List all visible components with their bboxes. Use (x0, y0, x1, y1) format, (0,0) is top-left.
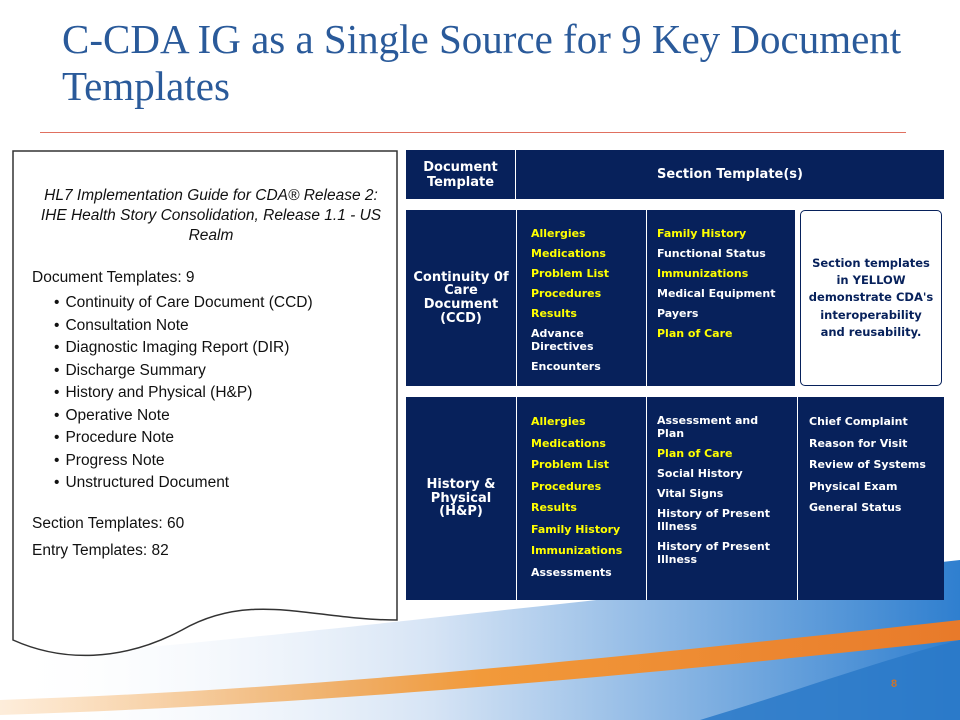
section-item: Plan of Care (657, 327, 733, 340)
ccd-section-col1 (531, 210, 626, 377)
section-item: Medications (531, 247, 606, 260)
list-item: • Procedure Note (54, 427, 390, 450)
hp-section-col3 (809, 397, 926, 519)
section-item: Vital Signs (657, 487, 724, 500)
implementation-guide-card (12, 150, 398, 666)
section-item: Family History (657, 227, 747, 240)
section-item: Procedures (531, 287, 602, 300)
slide-title: C-CDA IG as a Single Source for 9 Key Document Templates (62, 16, 902, 110)
hp-section-col2 (657, 397, 792, 570)
list-item: • Discharge Summary (54, 360, 390, 383)
section-item: Medications (531, 436, 606, 450)
section-item: Results (531, 501, 577, 514)
section-item: Allergies (531, 415, 586, 428)
list-item: • Progress Note (54, 450, 390, 473)
section-item: Plan of Care (657, 447, 733, 460)
title-divider (40, 132, 906, 133)
section-item: Chief Complaint (809, 415, 908, 428)
row-label-ccd: Continuity 0f Care Document (CCD) (413, 269, 509, 326)
section-item: History of Present Illness (657, 507, 770, 533)
section-item: Results (531, 307, 577, 320)
section-item: Social History (657, 467, 743, 480)
section-item: Payers (657, 307, 699, 320)
column-separator (797, 397, 798, 600)
section-item: Review of Systems (809, 458, 926, 471)
section-item: Immunizations (531, 544, 623, 557)
document-template-list (54, 292, 390, 495)
section-item: Family History (531, 522, 621, 536)
section-item: Advance Directives (531, 327, 594, 353)
section-item: Functional Status (657, 247, 766, 260)
section-item: Reason for Visit (809, 436, 908, 450)
section-item: General Status (809, 501, 902, 514)
section-item: Encounters (531, 360, 601, 373)
hp-section-col1 (531, 397, 622, 583)
row-ccd (406, 210, 795, 386)
document-templates-heading: Document Templates: 9 (32, 269, 195, 287)
column-separator (646, 397, 647, 600)
entry-templates-count: Entry Templates: 82 (32, 541, 169, 559)
column-separator (646, 210, 647, 386)
header-document-template: Document Template (406, 150, 515, 199)
list-item: • Continuity of Care Document (CCD) (54, 292, 390, 315)
section-item: Immunizations (657, 267, 749, 280)
section-item: Assessments (531, 565, 612, 579)
column-separator (516, 210, 517, 386)
section-item: Allergies (531, 227, 586, 240)
column-separator (516, 397, 517, 600)
section-item: Medical Equipment (657, 287, 776, 300)
section-item: Procedures (531, 479, 602, 493)
section-item: Problem List (531, 267, 610, 280)
yellow-legend-callout: Section templates in YELLOW demonstrate CDA's interoperability and reusability. (800, 210, 942, 386)
section-item: Assessment and Plan (657, 414, 759, 440)
section-item: History of Present Illness (657, 540, 770, 566)
list-item: • Diagnostic Imaging Report (DIR) (54, 337, 390, 360)
list-item: • Unstructured Document (54, 472, 390, 495)
header-section-templates: Section Template(s) (516, 150, 944, 199)
section-item: Problem List (531, 458, 610, 471)
list-item: • History and Physical (H&P) (54, 382, 390, 405)
page-number: 8 (891, 678, 898, 690)
ig-title: HL7 Implementation Guide for CDA® Release 2: IHE Health Story Consolidation, Release 1.1 - US Realm (40, 187, 382, 244)
list-item: • Operative Note (54, 405, 390, 428)
section-item: Physical Exam (809, 479, 898, 493)
section-templates-count: Section Templates: 60 (32, 514, 185, 532)
ccd-section-col2 (657, 210, 775, 344)
list-item: • Consultation Note (54, 315, 390, 338)
row-hp (406, 397, 944, 600)
row-label-hp: History & Physical (H&P) (426, 477, 496, 520)
